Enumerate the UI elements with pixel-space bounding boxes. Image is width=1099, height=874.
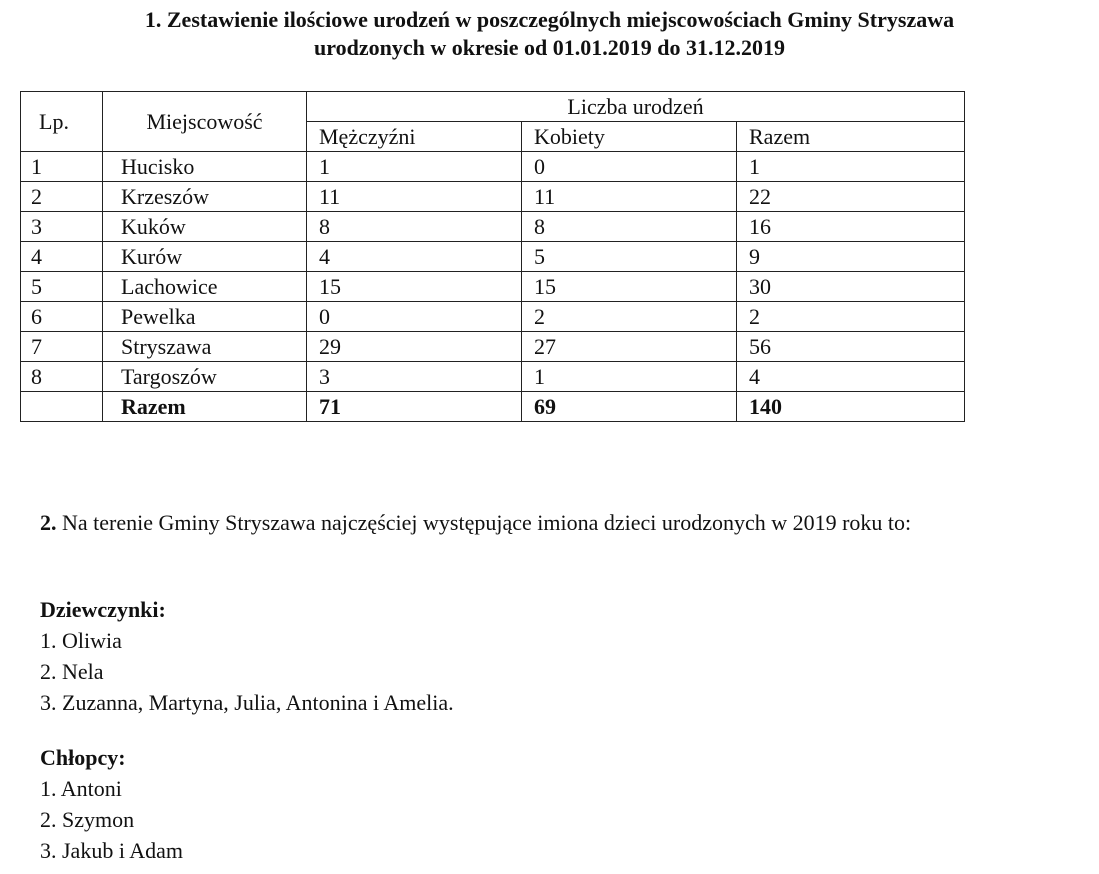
header-lp: Lp. — [21, 92, 103, 152]
cell-men: 4 — [307, 242, 522, 272]
section-2-number: 2. — [40, 510, 57, 535]
header-place: Miejscowość — [103, 92, 307, 152]
list-item: 3. Zuzanna, Martyna, Julia, Antonina i Amelia. — [40, 690, 454, 715]
cell-women: 1 — [522, 362, 737, 392]
table-row — [21, 152, 965, 182]
cell-lp: 1 — [21, 152, 103, 182]
table-row — [21, 212, 965, 242]
cell-place: Krzeszów — [103, 182, 307, 212]
list-item: 1. Oliwia — [40, 628, 122, 653]
section-2-text: Na terenie Gminy Stryszawa najczęściej występujące imiona dzieci urodzonych w 2019 roku to: — [62, 510, 912, 535]
header-men: Mężczyźni — [307, 122, 522, 152]
cell-place: Pewelka — [103, 302, 307, 332]
table-totals-row — [21, 392, 965, 422]
list-item: 2. Szymon — [40, 807, 135, 832]
cell-place: Kuków — [103, 212, 307, 242]
title-line-1: 1. Zestawienie ilościowe urodzeń w poszczególnych miejscowościach Gminy Stryszawa — [144, 7, 955, 32]
births-table — [20, 91, 965, 422]
cell-place: Targoszów — [103, 362, 307, 392]
cell-total: 4 — [737, 362, 965, 392]
header-births-count: Liczba urodzeń — [307, 92, 965, 122]
section-2-paragraph — [40, 508, 1084, 538]
cell-total: 9 — [737, 242, 965, 272]
table-header-row — [21, 92, 965, 122]
cell-place: Lachowice — [103, 272, 307, 302]
cell-total: 22 — [737, 182, 965, 212]
table-row — [21, 182, 965, 212]
header-total: Razem — [737, 122, 965, 152]
cell-place: Stryszawa — [103, 332, 307, 362]
title-line-2: urodzonych w okresie od 01.01.2019 do 31.12.2019 — [313, 35, 785, 60]
totals-label: Razem — [103, 392, 307, 422]
cell-women: 5 — [522, 242, 737, 272]
cell-men: 11 — [307, 182, 522, 212]
girls-names-list — [40, 594, 454, 718]
cell-lp-empty — [21, 392, 103, 422]
totals-men: 71 — [307, 392, 522, 422]
table-row — [21, 362, 965, 392]
totals-total: 140 — [737, 392, 965, 422]
table-row — [21, 272, 965, 302]
cell-total: 16 — [737, 212, 965, 242]
table-row — [21, 242, 965, 272]
cell-total: 56 — [737, 332, 965, 362]
cell-total: 1 — [737, 152, 965, 182]
girls-heading: Dziewczynki: — [40, 597, 166, 622]
cell-women: 2 — [522, 302, 737, 332]
cell-lp: 5 — [21, 272, 103, 302]
list-item: 1. Antoni — [40, 776, 122, 801]
boys-heading: Chłopcy: — [40, 745, 126, 770]
cell-lp: 2 — [21, 182, 103, 212]
table-row — [21, 332, 965, 362]
cell-lp: 4 — [21, 242, 103, 272]
document-title — [0, 6, 1099, 62]
cell-men: 29 — [307, 332, 522, 362]
header-women: Kobiety — [522, 122, 737, 152]
cell-place: Hucisko — [103, 152, 307, 182]
cell-women: 0 — [522, 152, 737, 182]
cell-men: 3 — [307, 362, 522, 392]
boys-names-list — [40, 742, 183, 866]
list-item: 3. Jakub i Adam — [40, 838, 183, 863]
cell-men: 0 — [307, 302, 522, 332]
cell-women: 27 — [522, 332, 737, 362]
cell-men: 1 — [307, 152, 522, 182]
table-row — [21, 302, 965, 332]
cell-place: Kurów — [103, 242, 307, 272]
cell-lp: 8 — [21, 362, 103, 392]
cell-men: 15 — [307, 272, 522, 302]
totals-women: 69 — [522, 392, 737, 422]
cell-lp: 7 — [21, 332, 103, 362]
cell-lp: 6 — [21, 302, 103, 332]
cell-women: 11 — [522, 182, 737, 212]
cell-lp: 3 — [21, 212, 103, 242]
cell-total: 30 — [737, 272, 965, 302]
cell-men: 8 — [307, 212, 522, 242]
list-item: 2. Nela — [40, 659, 104, 684]
cell-women: 15 — [522, 272, 737, 302]
cell-total: 2 — [737, 302, 965, 332]
cell-women: 8 — [522, 212, 737, 242]
